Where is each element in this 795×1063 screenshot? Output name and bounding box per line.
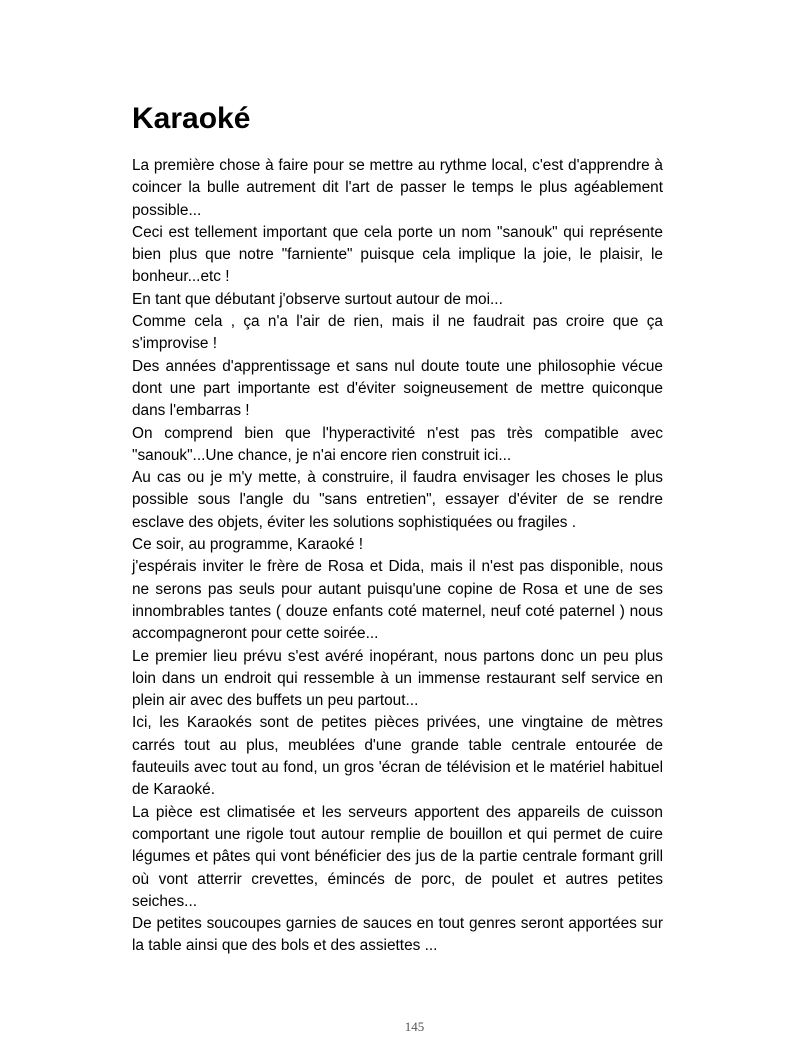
paragraph: En tant que débutant j'observe surtout autour de moi... — [132, 290, 503, 308]
body-text — [132, 155, 663, 958]
paragraph: Comme cela , ça n'a l'air de rien, mais il ne faudrait pas croire que ça s'improvise ! — [132, 313, 663, 353]
paragraph: j'espérais inviter le frère de Rosa et Dida, mais il n'est pas disponible, nous ne serons pas seuls pour autant puisqu'une copine de Rosa et une de ses innombrables tantes ( douze enfants coté maternel, neuf coté paternel ) nous accompagneront pour cette soirée... — [132, 558, 663, 643]
paragraph: Des années d'apprentissage et sans nul doute toute une philosophie vécue dont une part importante est d'éviter soigneusement de mettre quiconque dans l'embarras ! — [132, 357, 663, 420]
page-title: Karaoké — [132, 102, 251, 135]
paragraph: Au cas ou je m'y mette, à construire, il faudra envisager les choses le plus possible sous l'angle du "sans entretien", essayer d'éviter de se rendre esclave des objets, éviter les solutions sophistiquées ou fragiles . — [132, 469, 663, 531]
paragraph: De petites soucoupes garnies de sauces en tout genres seront apportées sur la table ainsi que des bols et des assiettes ... — [132, 915, 663, 955]
paragraph: La première chose à faire pour se mettre au rythme local, c'est d'apprendre à coincer la bulle autrement dit l'art de passer le temps le plus agéablement possible... — [132, 157, 663, 219]
paragraph: La pièce est climatisée et les serveurs apportent des appareils de cuisson comportant une rigole tout autour remplie de bouillon et qui permet de cuire légumes et pâtes qui vont bénéficier des jus de la partie centrale formant grill où vont atterrir crevettes, émincés de porc, de poulet et autres petites seiches... — [132, 803, 663, 910]
paragraph: Le premier lieu prévu s'est avéré inopérant, nous partons donc un peu plus loin dans un endroit qui ressemble à un immense restaurant self service en plein air avec des buffets un peu partout... — [132, 647, 663, 710]
page-number: 145 — [404, 1019, 425, 1034]
paragraph: Ici, les Karaokés sont de petites pièces privées, une vingtaine de mètres carrés tout au plus, meublées d'une grande table centrale entourée de fauteuils avec tout au fond, un gros 'écran de télévision et le matériel habituel de Karaoké. — [132, 714, 663, 799]
paragraph: On comprend bien que l'hyperactivité n'est pas très compatible avec "sanouk"...Une chance, je n'ai encore rien construit ici... — [132, 424, 663, 464]
paragraph: Ce soir, au programme, Karaoké ! — [132, 536, 363, 554]
paragraph: Ceci est tellement important que cela porte un nom "sanouk" qui représente bien plus que notre "farniente" puisque cela implique la joie, le plaisir, le bonheur...etc ! — [132, 223, 663, 286]
